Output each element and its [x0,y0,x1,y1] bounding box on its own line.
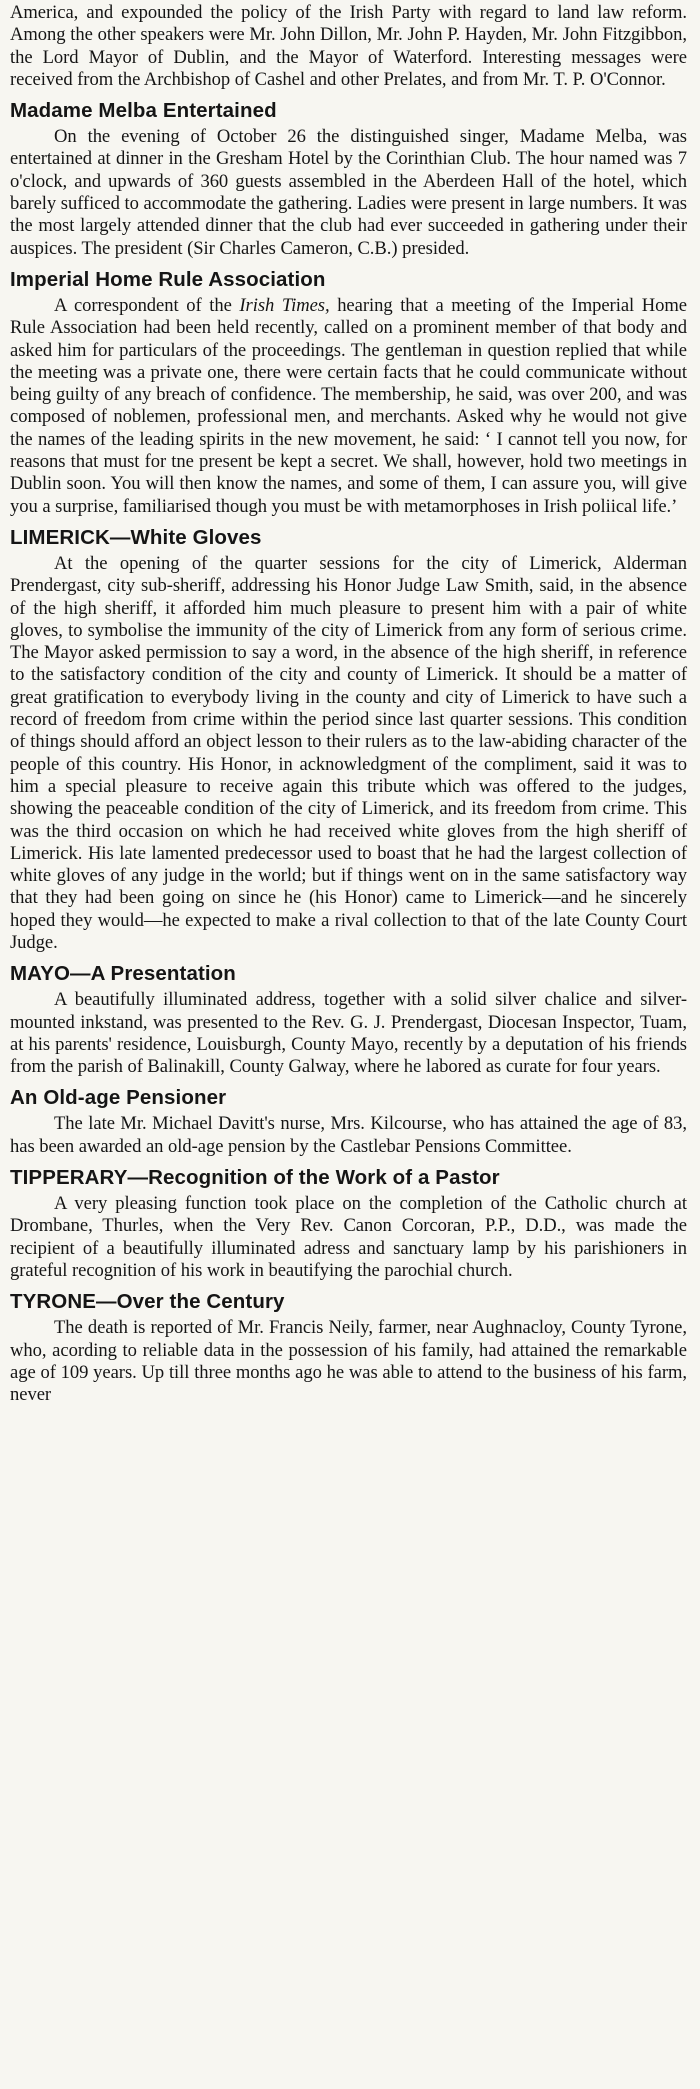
irish-times-title: Irish Times, [239,294,330,316]
headline-tyrone: TYRONE—Over the Century [10,1290,285,1314]
limerick-paragraph: At the opening of the quarter sessions for the city of Limerick, Alderman Prendergast, city sub-sheriff, addressing his Honor Judge Law Smith, said, in the absence of the high sheriff, it afforded him much pleasure to present him with a pair of white gloves, to symbolise the immunity of the city of Limerick from any form of serious crime. The Mayor asked permission to say a word, in the absence of the high sheriff, in reference to the satisfactory condition of the city and county of Limerick. It should be a matter of great gratification to everybody living in the county and city of Limerick to have such a record of freedom from crime within the period since last quarter sessions. This condition of things should afford an object lesson to their rulers as to the law-abiding character of the people of this country. His Honor, in acknowledgment of the compliment, said it was to him a special pleasure to receive again this tribute which was offered to the judges, showing the peaceable condition of the city of Limerick, and its freedom from crime. This was the third occasion on which he had received white gloves from the high sheriff of Limerick. His late lamented predecessor used to boast that he had the largest collection of white gloves of any judge in the world; but if things went on in the same satisfactory way that they had been going on since he (his Honor) came to Limerick—and he sincerely hoped they would—he expected to make a rival collection to that of the late County Court Judge. [10,552,687,953]
mayo-paragraph: A beautifully illuminated address, together with a solid silver chalice and silver-mounted inkstand, was presented to the Rev. G. J. Prendergast, Diocesan Inspector, Tuam, at his parents' residence, Louisburgh, County Mayo, recently by a deputation of his friends from the parish of Balinakill, County Galway, where he labored as curate for four years. [10,989,687,1078]
headline-madame-melba: Madame Melba Entertained [10,99,277,123]
headline-imperial-home-rule: Imperial Home Rule Association [10,267,326,291]
home-rule-text-after: hearing that a meeting of the Imperial Home Rule Association had been held recently, called on a prominent member of that body and asked him for particulars of the proceedings. The gentleman in question replied that while the meeting was a private one, there were certain facts that he could communicate without being guilty of any breach of confidence. The membership, he said, was over 200, and was composed of noblemen, professional men, and merchants. Asked why he would not give the names of the leading spirits in the new movement, he said: ‘ I cannot tell you now, for reasons that must for tne present be kept a secret. We shall, however, hold two meetings in Dublin soon. You will then know the names, and some of them, I can assure you, will give you a surprise, familiarised though you must be with metamorphoses in Irish poliical life.’ [10,294,687,517]
tipperary-paragraph: A very pleasing function took place on the completion of the Catholic church at Drombane, Thurles, when the Very Rev. Canon Corcoran, P.P., D.D., was made the recipient of a beautifully illuminated adress and sanctuary lamp by his parishioners in grateful recognition of his work in beautifying the parochial church. [10,1193,687,1281]
headline-tipperary: TIPPERARY—Recognition of the Work of a Pastor [10,1166,500,1190]
home-rule-text-before: A correspondent of the [54,294,240,316]
article-continuation-paragraph: America, and expounded the policy of the Irish Party with regard to land law reform. Among the other speakers were Mr. John Dillon, Mr. John P. Hayden, Mr. John Fitzgibbon, the Lord Mayor of Dublin, and the Mayor of Waterford. Interesting messages were received from the Archbishop of Cashel and other Prelates, and from Mr. T. P. O'Connor. [10,2,687,90]
headline-limerick: LIMERICK—White Gloves [10,525,262,549]
headline-old-age-pensioner: An Old-age Pensioner [10,1086,227,1110]
pensioner-paragraph: The late Mr. Michael Davitt's nurse, Mrs. Kilcourse, who has attained the age of 83, has been awarded an old-age pension by the Castlebar Pensions Committee. [10,1113,687,1157]
tyrone-paragraph: The death is reported of Mr. Francis Neily, farmer, near Aughnacloy, County Tyrone, who, acording to reliable data in the possession of his family, had attained the remarkable age of 109 years. Up till three months ago he was able to attend to the business of his farm, never [10,1317,687,1406]
melba-paragraph: On the evening of October 26 the distinguished singer, Madame Melba, was entertained at dinner in the Gresham Hotel by the Corinthian Club. The hour named was 7 o'clock, and upwards of 360 guests assembled in the Aberdeen Hall of the hotel, which barely sufficed to accommodate the gathering. Ladies were present in large numbers. It was the most largely attended dinner that the club had ever succeeded in gathering under their auspices. The president (Sir Charles Cameron, C.B.) presided. [10,126,687,259]
headline-mayo: MAYO—A Presentation [10,962,236,986]
home-rule-paragraph [10,295,687,518]
